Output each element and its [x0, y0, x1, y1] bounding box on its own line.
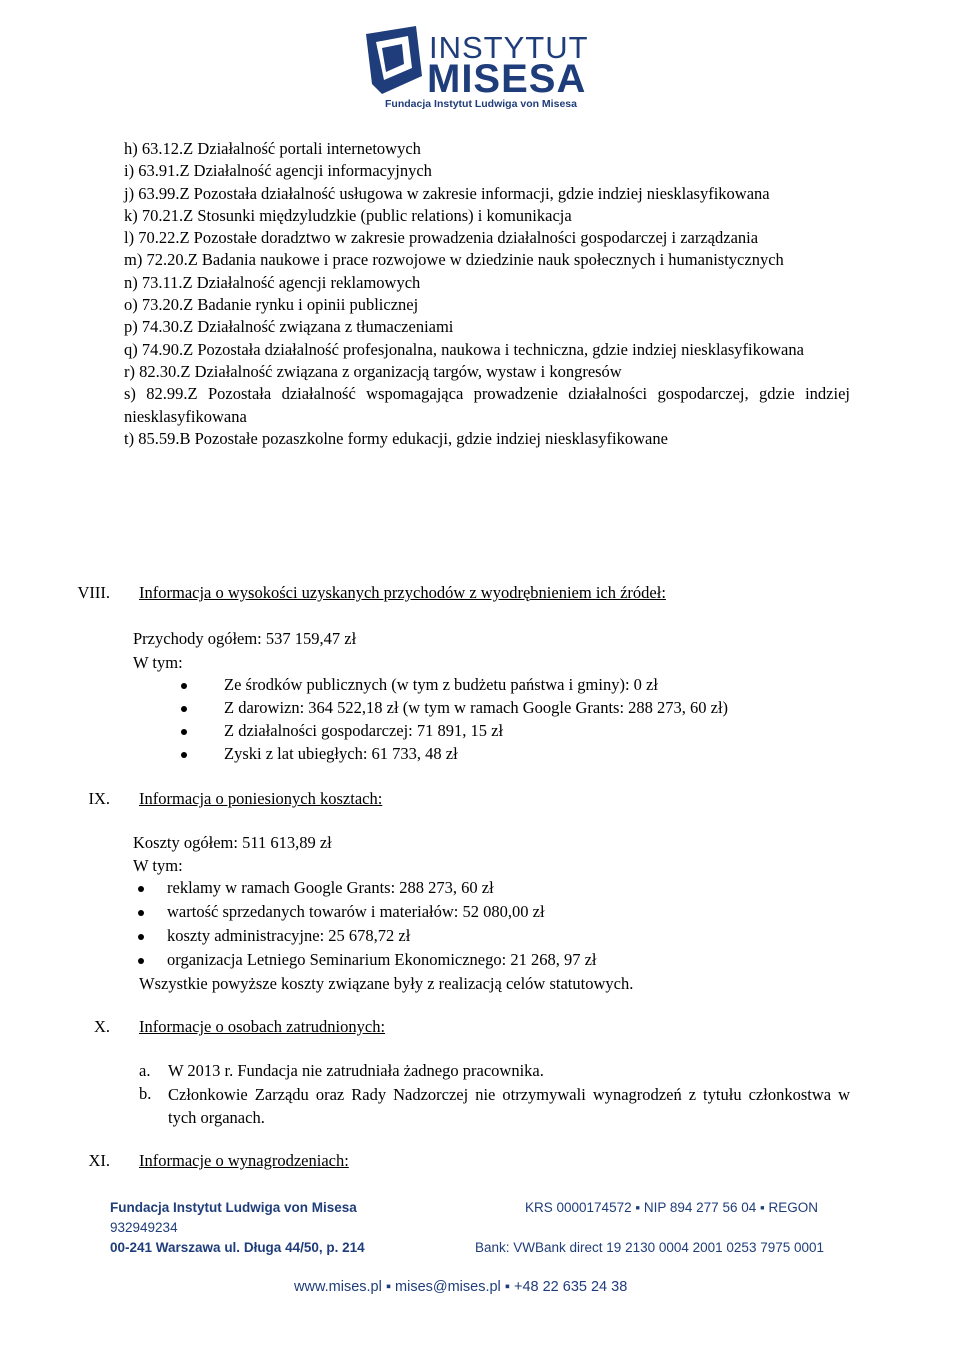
pkd-item-j: j) 63.99.Z Pozostała działalność usługowa w zakresie informacji, gdzie indziej niesklasyfikowana — [124, 183, 770, 203]
pkd-item-s: s) 82.99.Z Pozostała działalność wspomagająca prowadzenie działalności gospodarczej, gdzie indziej niesklasyfikowana — [124, 384, 850, 426]
income-item: Ze środków publicznych (w tym z budżetu państwa i gminy): 0 zł — [224, 675, 658, 694]
cost-item: wartość sprzedanych towarów i materiałów: 52 080,00 zł — [167, 902, 545, 921]
costs-total: Koszty ogółem: 511 613,89 zł — [133, 833, 332, 852]
section-9-number: IX. — [88, 789, 110, 808]
footer-registry: KRS 0000174572 ▪ NIP 894 277 56 04 ▪ REGON — [525, 1200, 819, 1215]
cost-item: reklamy w ramach Google Grants: 288 273, 60 zł — [167, 878, 494, 897]
logo-text-line1: INSTYTUT — [429, 30, 589, 65]
logo-mark-icon — [362, 24, 426, 96]
bullet-icon — [181, 706, 187, 712]
pkd-item-l: l) 70.22.Z Pozostałe doradztwo w zakresie prowadzenia działalności gospodarczej i zarządzania — [124, 228, 759, 248]
income-item: Z darowizn: 364 522,18 zł (w tym w ramach Google Grants: 288 273, 60 zł) — [224, 698, 729, 717]
pkd-item-r: r) 82.30.Z Działalność związana z organizacją targów, wystaw i kongresów — [124, 361, 622, 381]
footer-address: 00-241 Warszawa ul. Długa 44/50, p. 214 — [110, 1240, 365, 1255]
bullet-icon — [138, 910, 144, 916]
bullet-icon — [181, 729, 187, 735]
cost-item: koszty administracyjne: 25 678,72 zł — [167, 926, 411, 945]
costs-wtym: W tym: — [133, 856, 183, 875]
employment-item: Członkowie Zarządu oraz Rady Nadzorczej nie otrzymywali wynagrodzeń z tytułu członkostwa w tych organach. — [168, 1085, 850, 1127]
income-item: Zyski z lat ubiegłych: 61 733, 48 zł — [224, 744, 458, 763]
employment-letter: a. — [139, 1061, 151, 1080]
logo-subtitle: Fundacja Instytut Ludwiga von Misesa — [385, 98, 577, 110]
footer-bank: Bank: VWBank direct 19 2130 0004 2001 0253 7975 0001 — [475, 1240, 825, 1255]
bullet-icon — [138, 886, 144, 892]
pkd-item-p: p) 74.30.Z Działalność związana z tłumaczeniami — [124, 317, 454, 337]
section-10-number: X. — [93, 1017, 110, 1036]
pkd-item-h: h) 63.12.Z Działalność portali internetowych — [124, 139, 421, 158]
bullet-icon — [181, 683, 187, 689]
pkd-item-q: q) 74.90.Z Pozostała działalność profesjonalna, naukowa i techniczna, gdzie indziej niesklasyfikowana — [124, 339, 804, 359]
section-11-number: XI. — [88, 1151, 110, 1170]
costs-note: Wszystkie powyższe koszty związane były z realizacją celów statutowych. — [139, 974, 634, 993]
pkd-item-o: o) 73.20.Z Badanie rynku i opinii publicznej — [124, 295, 419, 315]
income-total: Przychody ogółem: 537 159,47 zł — [133, 629, 357, 648]
pkd-item-k: k) 70.21.Z Stosunki międzyludzkie (public relations) i komunikacja — [124, 205, 572, 225]
section-10-title: Informacje o osobach zatrudnionych: — [139, 1017, 386, 1036]
pkd-item-n: n) 73.11.Z Działalność agencji reklamowych — [124, 272, 421, 292]
bullet-icon — [138, 934, 144, 940]
income-item: Z działalności gospodarczej: 71 891, 15 zł — [224, 721, 504, 740]
bullet-icon — [181, 752, 187, 758]
footer-regon-number: 932949234 — [110, 1220, 178, 1235]
employment-letter: b. — [139, 1084, 152, 1103]
cost-item: organizacja Letniego Seminarium Ekonomicznego: 21 268, 97 zł — [167, 950, 597, 969]
pkd-list — [124, 138, 850, 450]
employment-item: W 2013 r. Fundacja nie zatrudniała żadnego pracownika. — [168, 1061, 544, 1080]
income-wtym: W tym: — [133, 653, 183, 672]
pkd-item-m: m) 72.20.Z Badania naukowe i prace rozwojowe w dziedzinie nauk społecznych i humanistycznych — [124, 250, 784, 270]
section-8-title: Informacja o wysokości uzyskanych przychodów z wyodrębnieniem ich źródeł: — [139, 583, 666, 602]
section-8-number: VIII. — [77, 583, 110, 602]
logo — [362, 24, 602, 110]
pkd-item-t: t) 85.59.B Pozostałe pozaszkolne formy edukacji, gdzie indziej niesklasyfikowane — [124, 428, 668, 448]
section-9-title: Informacja o poniesionych kosztach: — [139, 789, 383, 808]
logo-text-line2: MISESA — [427, 57, 587, 101]
pkd-item-i: i) 63.91.Z Działalność agencji informacyjnych — [124, 161, 432, 181]
footer-contact: www.mises.pl ▪ mises@mises.pl ▪ +48 22 635 24 38 — [294, 1279, 628, 1295]
bullet-icon — [138, 958, 144, 964]
section-11-title: Informacje o wynagrodzeniach: — [139, 1151, 349, 1170]
footer-org-name: Fundacja Instytut Ludwiga von Misesa — [110, 1200, 357, 1215]
